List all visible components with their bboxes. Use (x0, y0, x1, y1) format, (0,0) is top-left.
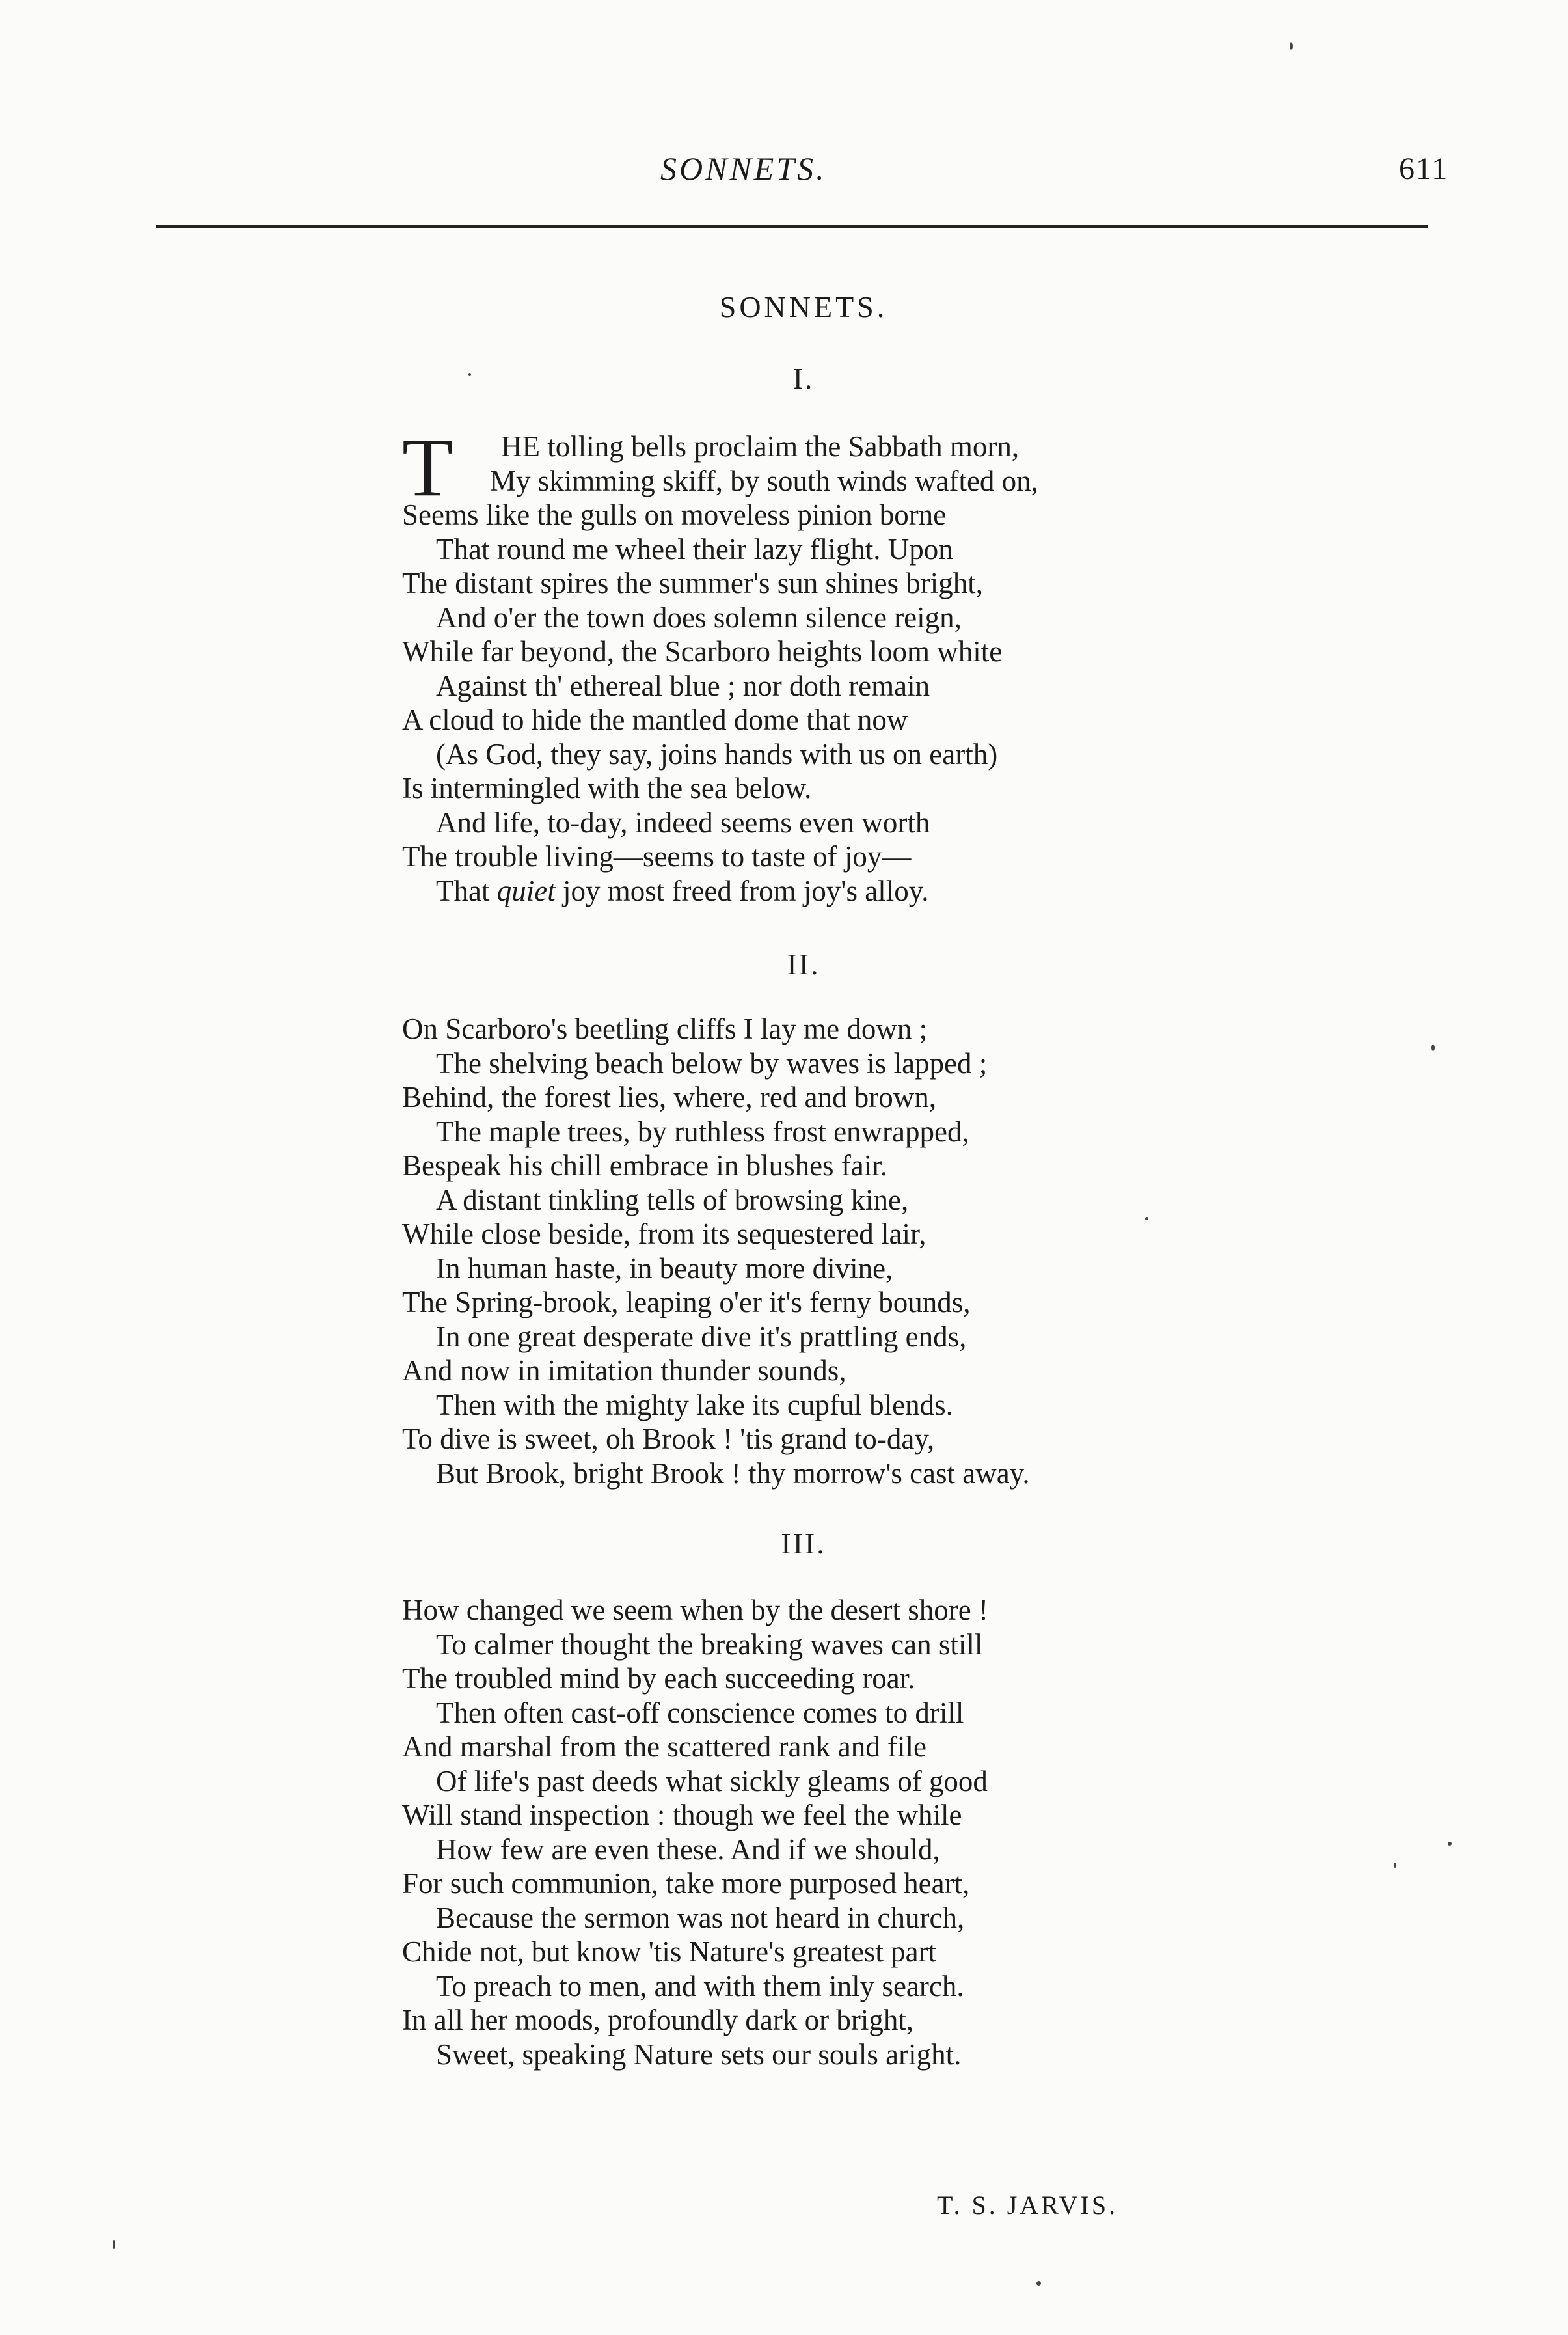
sonnet-line: And marshal from the scattered rank and file (402, 1730, 926, 1763)
sonnet-line: And o'er the town does solemn silence reign, (436, 601, 962, 634)
scan-speck (468, 373, 471, 376)
sonnet-line: While far beyond, the Scarboro heights loom white (402, 635, 1003, 668)
sonnet-line: On Scarboro's beetling cliffs I lay me down ; (402, 1013, 928, 1045)
sonnet-2-numeral: II. (787, 948, 820, 981)
sonnet-line: Then with the mighty lake its cupful blends. (436, 1388, 953, 1421)
sonnet-2 (402, 1012, 1248, 1490)
sonnet-line: Against th' ethereal blue ; nor doth remain (436, 669, 930, 702)
sonnet-line: Because the sermon was not heard in church, (436, 1901, 965, 1934)
sonnet-line: Then often cast-off conscience comes to drill (436, 1696, 964, 1729)
sonnet-line: The distant spires the summer's sun shines bright, (402, 567, 984, 599)
sonnet-line: While close beside, from its sequestered lair, (402, 1218, 926, 1250)
drop-cap: T (402, 421, 453, 513)
scan-speck (1145, 1217, 1148, 1220)
sonnet-line: For such communion, take more purposed heart, (402, 1867, 970, 1900)
scan-speck (1394, 1863, 1396, 1868)
running-head (0, 150, 1568, 195)
sonnet-line: But Brook, bright Brook ! thy morrow's cast away. (436, 1456, 1030, 1490)
sonnet-line: The Spring-brook, leaping o'er it's ferny bounds, (402, 1286, 971, 1318)
sonnet-line: T HE tolling bells proclaim the Sabbath morn, (402, 421, 1020, 513)
sonnet-line: Of life's past deeds what sickly gleams of good (436, 1764, 988, 1797)
sonnet-3-numeral: III. (781, 1527, 826, 1560)
sonnet-line: Chide not, but know 'tis Nature's greatest part (402, 1935, 937, 1968)
sonnet-line: Behind, the forest lies, where, red and brown, (402, 1081, 937, 1113)
sonnet-line: Bespeak his chill embrace in blushes fair. (402, 1149, 888, 1182)
scan-speck (113, 2240, 115, 2249)
scan-speck (1290, 42, 1293, 50)
sonnet-line: That round me wheel their lazy flight. Upon (436, 532, 953, 566)
sonnet-line: The troubled mind by each succeeding roar. (402, 1662, 915, 1695)
sonnet-line: The maple trees, by ruthless frost enwrapped, (436, 1115, 969, 1148)
sonnet-1-numeral: I. (792, 362, 815, 395)
sonnet-line: How changed we seem when by the desert shore ! (402, 1594, 988, 1626)
sonnet-line: To dive is sweet, oh Brook ! 'tis grand to-day, (402, 1423, 935, 1455)
page-number: 611 (1399, 152, 1449, 186)
sonnet-line: That quiet joy most freed from joy's alloy. (436, 874, 929, 907)
sonnet-line: How few are even these. And if we should, (436, 1833, 940, 1866)
sonnet-line: And now in imitation thunder sounds, (402, 1354, 846, 1387)
sonnet-line: Will stand inspection : though we feel the while (402, 1799, 962, 1831)
sonnet-line: A cloud to hide the mantled dome that now (402, 703, 908, 736)
sonnet-line: And life, to-day, indeed seems even worth (436, 806, 930, 839)
sonnet-line: To preach to men, and with them inly search. (436, 1969, 964, 2002)
sonnet-line: In all her moods, profoundly dark or bright, (402, 2004, 914, 2036)
sonnet-line: Is intermingled with the sea below. (402, 772, 812, 804)
sonnet-line: (As God, they say, joins hands with us on earth) (436, 737, 998, 771)
sonnet-line: The shelving beach below by waves is lapped ; (436, 1046, 988, 1080)
sonnet-line: A distant tinkling tells of browsing kine, (436, 1183, 909, 1216)
sonnet-line: To calmer thought the breaking waves can still (436, 1628, 983, 1661)
sonnet-line: The trouble living—seems to taste of joy— (402, 840, 912, 873)
running-title: SONNETS. (660, 150, 827, 187)
scan-speck (1036, 2281, 1041, 2286)
header-rule (156, 225, 1428, 228)
poem-title: SONNETS. (719, 290, 888, 323)
scan-speck (1448, 1842, 1452, 1846)
sonnet-line: In human haste, in beauty more divine, (436, 1251, 893, 1285)
sonnet-line: Sweet, speaking Nature sets our souls aright. (436, 2038, 962, 2071)
scan-speck (1431, 1045, 1435, 1051)
sonnet-1 (402, 421, 1248, 908)
sonnet-line: Seems like the gulls on moveless pinion borne (402, 498, 947, 531)
author-signature: T. S. JARVIS. (937, 2191, 1118, 2220)
sonnet-line: My skimming skiff, by south winds wafted on, (490, 464, 1038, 497)
sonnet-3 (402, 1593, 1248, 2071)
sonnet-line: In one great desperate dive it's prattling ends, (436, 1320, 967, 1353)
